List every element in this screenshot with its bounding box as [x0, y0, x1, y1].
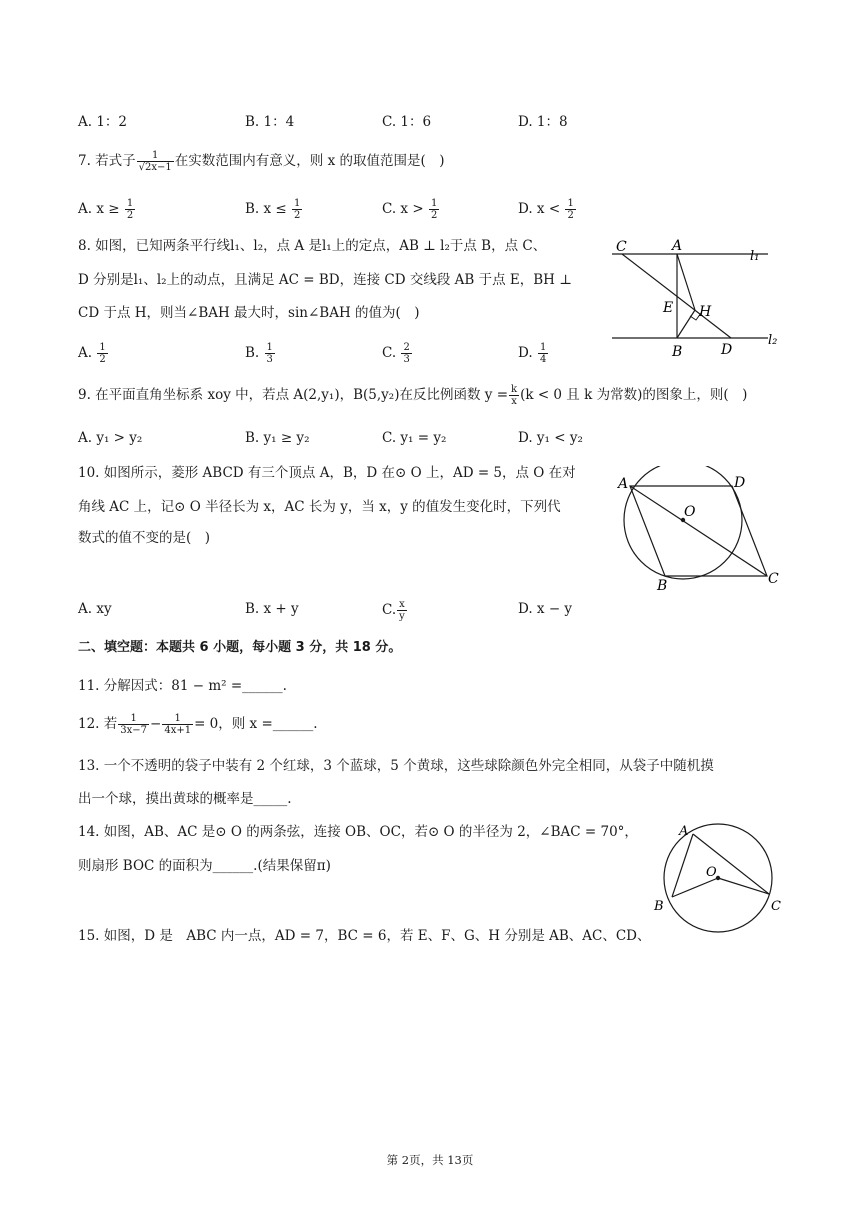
label-a: A: [672, 238, 683, 254]
q7-fraction: $\frac{1}{√2x-1}$: [138, 150, 172, 173]
q8-option-c: C. $\frac{2}{3}$: [382, 342, 410, 365]
q12: 12. 若 $\frac{1}{3x-7}$ − $\frac{1}{4x+1}$ = 0，则 x =______.: [78, 713, 318, 736]
q8-option-b: B. $\frac{1}{3}$: [245, 342, 273, 365]
label-b: B: [657, 578, 668, 594]
q7-option-b: B. x ≤ $\frac{1}{2}$: [245, 198, 301, 221]
q6-option-b: B. 1：4: [245, 114, 295, 130]
q10-option-a: A. xy: [78, 601, 112, 617]
q9-option-b: B. y₁ ≥ y₂: [245, 430, 310, 446]
radius-ob: [672, 878, 718, 897]
q6-option-c: C. 1：6: [382, 114, 432, 130]
q15: 15. 如图，D 是 ABC 内一点，AD = 7，BC = 6，若 E、F、G、H 分别是 AB、AC、CD、: [78, 928, 651, 944]
q8-option-d: D. $\frac{1}{4}$: [518, 342, 547, 365]
q7-prefix: 7. 若式子: [78, 153, 136, 169]
label-d: D: [721, 342, 733, 358]
diagonal-ac: [630, 486, 767, 576]
q6-option-a: A. 1：2: [78, 114, 128, 130]
label-a: A: [618, 476, 629, 492]
q8-line-2: D 分别是l₁、l₂上的动点，且满足 AC = BD，连接 CD 交线段 AB 于点 E，BH ⊥: [78, 272, 572, 288]
label-c: C: [771, 899, 781, 914]
q11: 11. 分解因式：81 − m² =______.: [78, 678, 287, 694]
q9-fraction: $\frac{k}{x}$: [511, 384, 518, 407]
label-o: O: [706, 865, 717, 880]
q8-option-a: A. $\frac{1}{2}$: [78, 342, 106, 365]
q14-figure: [650, 820, 790, 938]
q10-option-d: D. x − y: [518, 601, 573, 617]
q6-option-d: D. 1：8: [518, 114, 568, 130]
q8-figure: [600, 230, 800, 360]
q10-figure: [612, 466, 792, 594]
label-l1: l₁: [750, 249, 760, 264]
q10-option-b: B. x + y: [245, 601, 299, 617]
segment-ah: [677, 254, 695, 310]
q8-line-1: 8. 如图，已知两条平行线l₁、l₂，点 A 是l₁上的定点，AB ⊥ l₂于点 B，点 C、: [78, 238, 547, 254]
radius-oc: [718, 878, 769, 894]
label-c: C: [616, 239, 627, 255]
q10-line-2: 角线 AC 上，记⊙ O 半径长为 x，AC 长为 y，当 x，y 的值发生变化时，下列代: [78, 499, 561, 515]
q14-line-2: 则扇形 BOC 的面积为______.(结果保留π): [78, 858, 331, 874]
q7-stem: [78, 150, 445, 173]
q9-option-a: A. y₁ > y₂: [78, 430, 143, 446]
q7-option-c: C. x > $\frac{1}{2}$: [382, 198, 438, 221]
q9-stem: 9. 在平面直角坐标系 xoy 中，若点 A(2,y₁)，B(5,y₂)在反比例函数 y = $\frac{k}{x}$ (k < 0 且 k 为常数)的图象上，则( ): [78, 384, 748, 407]
label-a: A: [679, 824, 689, 839]
q10-line-3: 数式的值不变的是( ): [78, 530, 211, 546]
q7-option-d: D. x < $\frac{1}{2}$: [518, 198, 574, 221]
label-d: D: [734, 475, 746, 491]
chord-ac: [693, 834, 769, 894]
q13-line-1: 13. 一个不透明的袋子中装有 2 个红球，3 个蓝球，5 个黄球，这些球除颜色外完全相同，从袋子中随机摸: [78, 758, 714, 774]
page-footer: 第 2页，共 13页: [386, 1153, 474, 1167]
label-h: H: [699, 304, 712, 320]
label-b: B: [654, 899, 664, 914]
label-l2: l₂: [768, 333, 778, 348]
label-o: O: [684, 504, 696, 520]
q13-line-2: 出一个球，摸出黄球的概率是_____.: [78, 791, 292, 807]
q7-option-a: A. x ≥ $\frac{1}{2}$: [78, 198, 134, 221]
q7-suffix: 在实数范围内有意义，则 x 的取值范围是( ): [174, 153, 445, 169]
chord-ab: [672, 834, 693, 897]
q10-line-1: 10. 如图所示，菱形 ABCD 有三个顶点 A，B，D 在⊙ O 上，AD = 5，点 O 在对: [78, 465, 576, 481]
label-c: C: [768, 571, 779, 587]
q10-option-c: C. $\frac{x}{y}$: [382, 599, 405, 622]
section-title-fill-in: 二、填空题：本题共 6 小题，每小题 3 分，共 18 分。: [78, 640, 402, 655]
label-e: E: [663, 300, 674, 316]
segment-bh: [677, 310, 695, 338]
label-b: B: [672, 344, 683, 360]
q8-line-3: CD 于点 H，则当∠BAH 最大时，sin∠BAH 的值为( ): [78, 305, 420, 321]
q9-option-c: C. y₁ = y₂: [382, 430, 447, 446]
q14-line-1: 14. 如图，AB、AC 是⊙ O 的两条弦，连接 OB、OC，若⊙ O 的半径为 2，∠BAC = 70°，: [78, 824, 638, 840]
circle-o: [624, 466, 742, 579]
q9-option-d: D. y₁ < y₂: [518, 430, 583, 446]
